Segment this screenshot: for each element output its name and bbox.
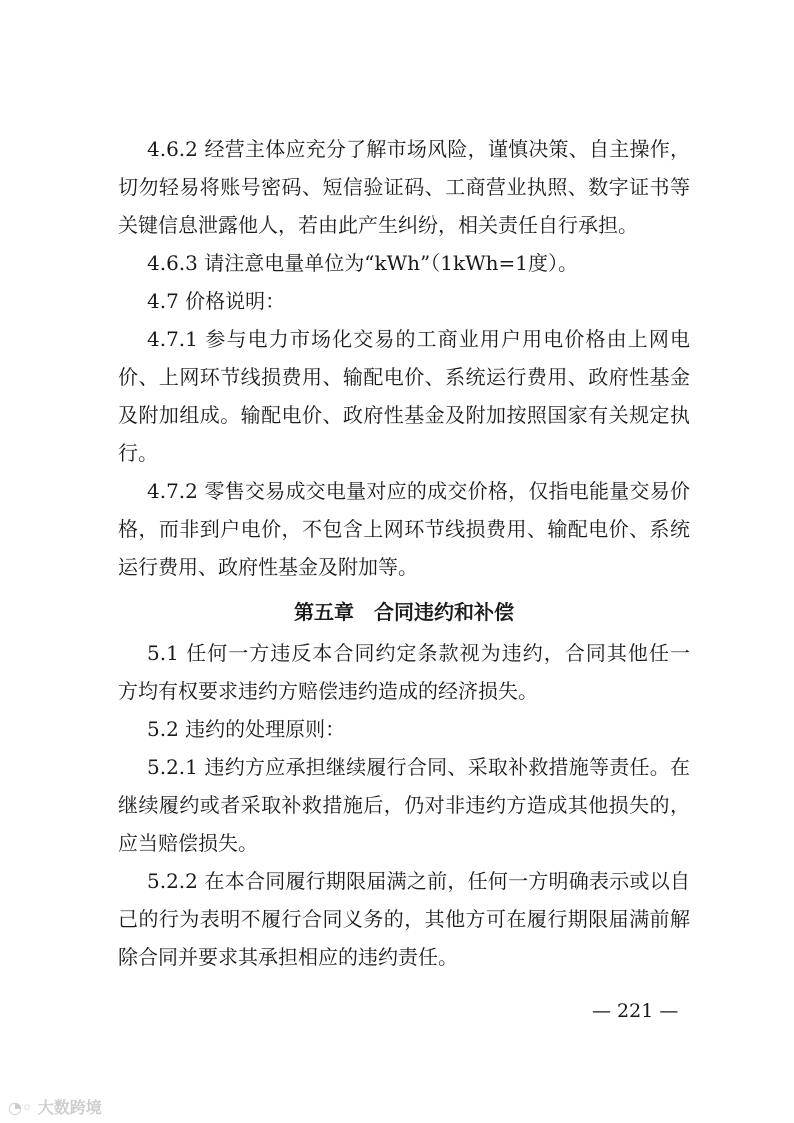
paragraph: [118, 748, 690, 862]
watermark-text: 大数跨境: [37, 1098, 102, 1117]
text-line: 价、上网环节线损费用、输配电价、系统运行费用、政府性基金: [118, 365, 690, 389]
text-line: 5.2.1 违约方应承担继续履行合同、采取补救措施等责任。在: [147, 755, 690, 779]
watermark-logo: ◔◦ 大数跨境: [8, 1098, 102, 1117]
text-line: 4.7 价格说明：: [147, 289, 286, 313]
paragraph: [118, 282, 690, 320]
text-line: 继续履约或者采取补救措施后，仍对非违约方造成其他损失的，: [118, 793, 690, 817]
text-line: 应当赔偿损失。: [118, 831, 258, 855]
text-line: 5.2.2 在本合同履行期限届满之前，任何一方明确表示或以自: [147, 869, 690, 893]
paragraph: [118, 472, 690, 586]
text-line: 5.1 任何一方违反本合同约定条款视为违约，合同其他任一: [147, 641, 690, 665]
text-line: 及附加组成。输配电价、政府性基金及附加按照国家有关规定执: [118, 403, 690, 427]
chapter-heading: 第五章 合同违约和补偿: [294, 600, 514, 624]
paragraph: [118, 710, 690, 748]
text-line: 4.6.2 经营主体应充分了解市场风险，谨慎决策、自主操作，: [147, 137, 690, 161]
paragraph: [118, 634, 690, 710]
text-line: 方均有权要求违约方赔偿违约造成的经济损失。: [118, 679, 538, 703]
text-line: 格，而非到户电价，不包含上网环节线损费用、输配电价、系统: [118, 517, 690, 541]
section-5: [118, 634, 690, 976]
paragraph: [118, 130, 690, 244]
text-line: 4.7.2 零售交易成交电量对应的成交价格，仅指电能量交易价: [147, 479, 690, 503]
text-line: 关键信息泄露他人，若由此产生纠纷，相关责任自行承担。: [118, 213, 638, 237]
text-line: 运行费用、政府性基金及附加等。: [118, 555, 418, 579]
text-line: 切勿轻易将账号密码、短信验证码、工商营业执照、数字证书等: [118, 175, 690, 199]
paragraph: [118, 244, 690, 282]
page-number: — 221 —: [592, 1000, 679, 1022]
paragraph: [118, 320, 690, 472]
text-line: 行。: [118, 441, 158, 465]
text-line: 4.6.3 请注意电量单位为“kWh”（1kWh=1度）。: [147, 251, 579, 275]
section-4: [118, 130, 690, 586]
document-body: [118, 130, 690, 976]
paragraph: [118, 862, 690, 976]
text-line: 4.7.1 参与电力市场化交易的工商业用户用电价格由上网电: [147, 327, 690, 351]
text-line: 除合同并要求其承担相应的违约责任。: [118, 945, 458, 969]
text-line: 己的行为表明不履行合同义务的，其他方可在履行期限届满前解: [118, 907, 690, 931]
text-line: 5.2 违约的处理原则：: [147, 717, 346, 741]
